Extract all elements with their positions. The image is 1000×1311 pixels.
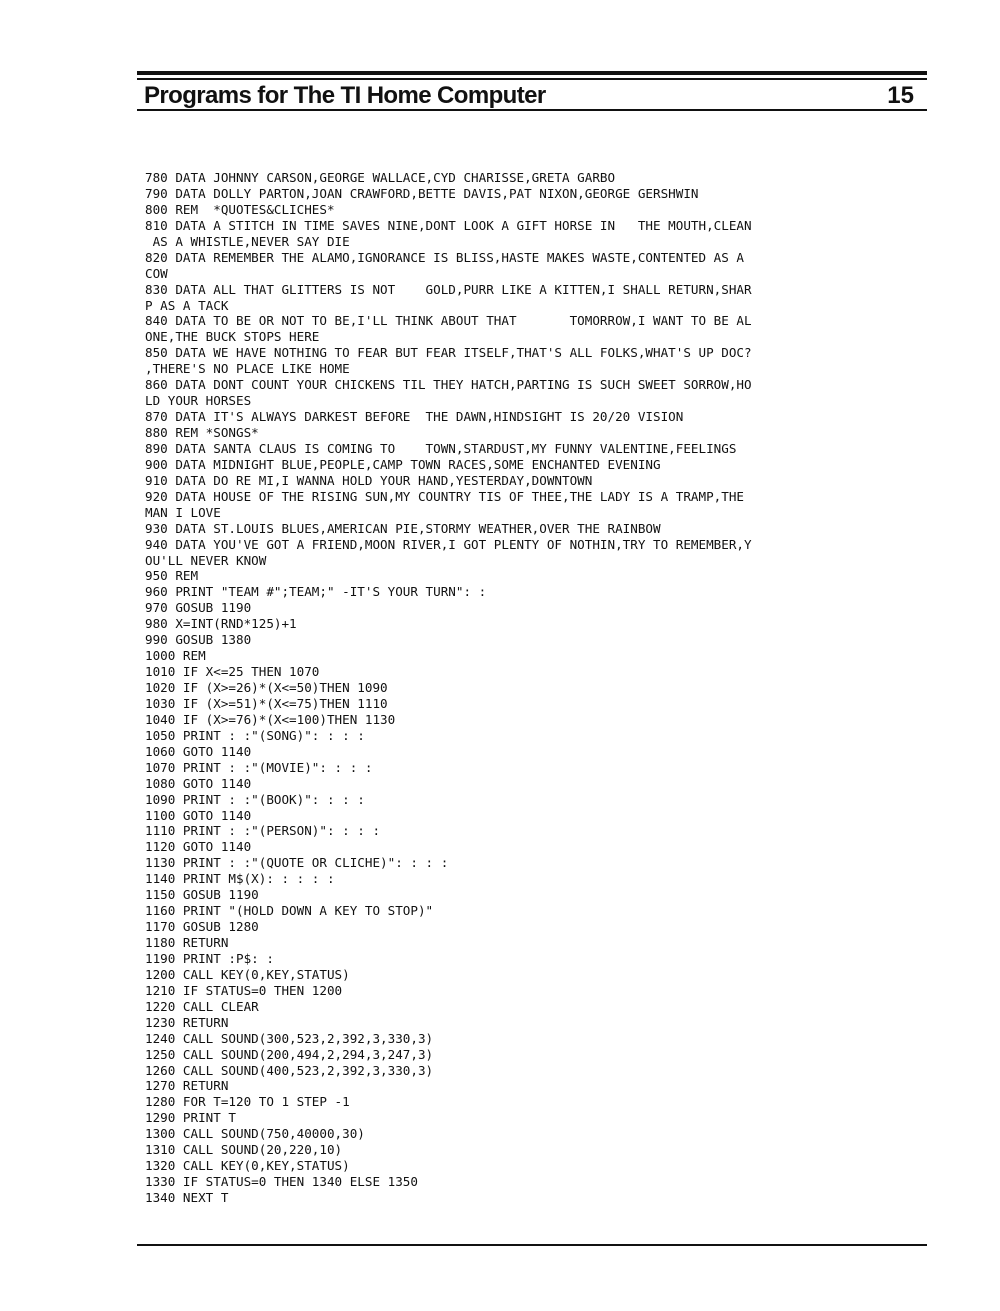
code-line: 1030 IF (X>=51)*(X<=75)THEN 1110	[145, 695, 388, 711]
code-line: 1290 PRINT T	[145, 1110, 236, 1126]
code-line: 1230 RETURN	[145, 1014, 229, 1030]
code-line: 1200 CALL KEY(0,KEY,STATUS)	[145, 966, 350, 982]
code-line: 940 DATA YOU'VE GOT A FRIEND,MOON RIVER,I GOT PLENTY OF NOTHIN,TRY TO REMEMBER,Y	[145, 536, 752, 552]
code-line: 890 DATA SANTA CLAUS IS COMING TO TOWN,STARDUST,MY FUNNY VALENTINE,FEELINGS	[145, 440, 737, 456]
code-line: 1340 NEXT T	[145, 1190, 229, 1205]
code-line: ONE,THE BUCK STOPS HERE	[145, 329, 320, 345]
code-line: 1020 IF (X>=26)*(X<=50)THEN 1090	[145, 680, 388, 695]
code-line: 850 DATA WE HAVE NOTHING TO FEAR BUT FEAR ITSELF,THAT'S ALL FOLKS,WHAT'S UP DOC?	[145, 345, 752, 361]
code-line: 1090 PRINT : :"(BOOK)": : : :	[145, 791, 365, 807]
code-line: 790 DATA DOLLY PARTON,JOAN CRAWFORD,BETTE DAVIS,PAT NIXON,GEORGE GERSHWIN	[145, 185, 699, 201]
code-line: 1130 PRINT : :"(QUOTE OR CLICHE)": : : :	[145, 855, 449, 871]
code-line: 900 DATA MIDNIGHT BLUE,PEOPLE,CAMP TOWN RACES,SOME ENCHANTED EVENING	[145, 456, 661, 472]
code-line: ,THERE'S NO PLACE LIKE HOME	[145, 361, 350, 377]
code-line: 1280 FOR T=120 TO 1 STEP -1	[145, 1094, 350, 1110]
code-line: 990 GOSUB 1380	[145, 632, 252, 648]
code-line: 910 DATA DO RE MI,I WANNA HOLD YOUR HAND,YESTERDAY,DOWNTOWN	[145, 472, 593, 488]
code-line: 800 REM *QUOTES&CLICHES*	[145, 201, 335, 217]
code-line: 1270 RETURN	[145, 1078, 229, 1094]
code-line: 980 X=INT(RND*125)+1	[145, 616, 297, 632]
code-line: 1240 CALL SOUND(300,523,2,392,3,330,3)	[145, 1030, 434, 1046]
code-line: 1250 CALL SOUND(200,494,2,294,3,247,3)	[145, 1046, 434, 1062]
basic-program-listing	[145, 170, 925, 1206]
code-line: COW	[145, 265, 168, 281]
code-line: 1190 PRINT :P$: :	[145, 950, 274, 966]
code-line: 860 DATA DONT COUNT YOUR CHICKENS TIL THEY HATCH,PARTING IS SUCH SWEET SORROW,HO	[145, 377, 752, 393]
code-line: 970 GOSUB 1190	[145, 600, 252, 616]
code-line: 1110 PRINT : :"(PERSON)": : : :	[145, 823, 381, 839]
code-line: 960 PRINT "TEAM #";TEAM;" -IT'S YOUR TURN": :	[145, 584, 487, 600]
code-line: 1300 CALL SOUND(750,40000,30)	[145, 1126, 365, 1142]
code-line: 950 REM	[145, 568, 199, 584]
header-rule-top	[137, 71, 927, 75]
code-line: 1140 PRINT M$(X): : : : :	[145, 871, 335, 887]
code-line: 830 DATA ALL THAT GLITTERS IS NOT GOLD,PURR LIKE A KITTEN,I SHALL RETURN,SHAR	[145, 281, 752, 297]
header-rule-bottom	[137, 109, 927, 111]
code-line: 820 DATA REMEMBER THE ALAMO,IGNORANCE IS BLISS,HASTE MAKES WASTE,CONTENTED AS A	[145, 249, 744, 265]
code-line: 920 DATA HOUSE OF THE RISING SUN,MY COUNTRY TIS OF THEE,THE LADY IS A TRAMP,THE	[145, 488, 744, 504]
header-rule-top-thin	[137, 78, 927, 80]
code-line: 1160 PRINT "(HOLD DOWN A KEY TO STOP)"	[145, 903, 434, 919]
code-line: 810 DATA A STITCH IN TIME SAVES NINE,DONT LOOK A GIFT HORSE IN THE MOUTH,CLEAN	[145, 217, 752, 233]
code-line: 1080 GOTO 1140	[145, 775, 252, 791]
code-line: 1120 GOTO 1140	[145, 839, 252, 855]
code-line: 1000 REM	[145, 648, 206, 664]
code-line: 1220 CALL CLEAR	[145, 998, 259, 1014]
code-line: 1170 GOSUB 1280	[145, 919, 259, 935]
code-line: 1100 GOTO 1140	[145, 807, 252, 823]
code-line: 1330 IF STATUS=0 THEN 1340 ELSE 1350	[145, 1174, 418, 1190]
code-line: P AS A TACK	[145, 297, 229, 313]
code-line: 1050 PRINT : :"(SONG)": : : :	[145, 727, 365, 743]
code-line: LD YOUR HORSES	[145, 393, 252, 409]
code-line: 840 DATA TO BE OR NOT TO BE,I'LL THINK ABOUT THAT TOMORROW,I WANT TO BE AL	[145, 313, 752, 329]
code-line: 880 REM *SONGS*	[145, 425, 259, 440]
code-line: 1010 IF X<=25 THEN 1070	[145, 664, 320, 680]
page-header-title: Programs for The TI Home Computer	[144, 82, 546, 109]
code-line: 1180 RETURN	[145, 935, 229, 950]
code-line: 1070 PRINT : :"(MOVIE)": : : :	[145, 759, 373, 775]
code-line: MAN I LOVE	[145, 504, 221, 520]
code-line: 780 DATA JOHNNY CARSON,GEORGE WALLACE,CYD CHARISSE,GRETA GARBO	[145, 170, 616, 185]
code-line: 1040 IF (X>=76)*(X<=100)THEN 1130	[145, 711, 396, 727]
code-line: 870 DATA IT'S ALWAYS DARKEST BEFORE THE DAWN,HINDSIGHT IS 20/20 VISION	[145, 409, 684, 425]
code-line: 930 DATA ST.LOUIS BLUES,AMERICAN PIE,STORMY WEATHER,OVER THE RAINBOW	[145, 520, 661, 536]
code-line: 1310 CALL SOUND(20,220,10)	[145, 1142, 343, 1158]
code-line: 1150 GOSUB 1190	[145, 887, 259, 903]
code-line: 1060 GOTO 1140	[145, 743, 252, 759]
code-line: AS A WHISTLE,NEVER SAY DIE	[145, 233, 350, 249]
code-line: 1260 CALL SOUND(400,523,2,392,3,330,3)	[145, 1062, 434, 1078]
code-line: 1210 IF STATUS=0 THEN 1200	[145, 982, 343, 998]
code-line: OU'LL NEVER KNOW	[145, 552, 267, 568]
code-line: 1320 CALL KEY(0,KEY,STATUS)	[145, 1158, 350, 1174]
footer-rule	[137, 1244, 927, 1246]
page-number: 15	[887, 82, 914, 109]
